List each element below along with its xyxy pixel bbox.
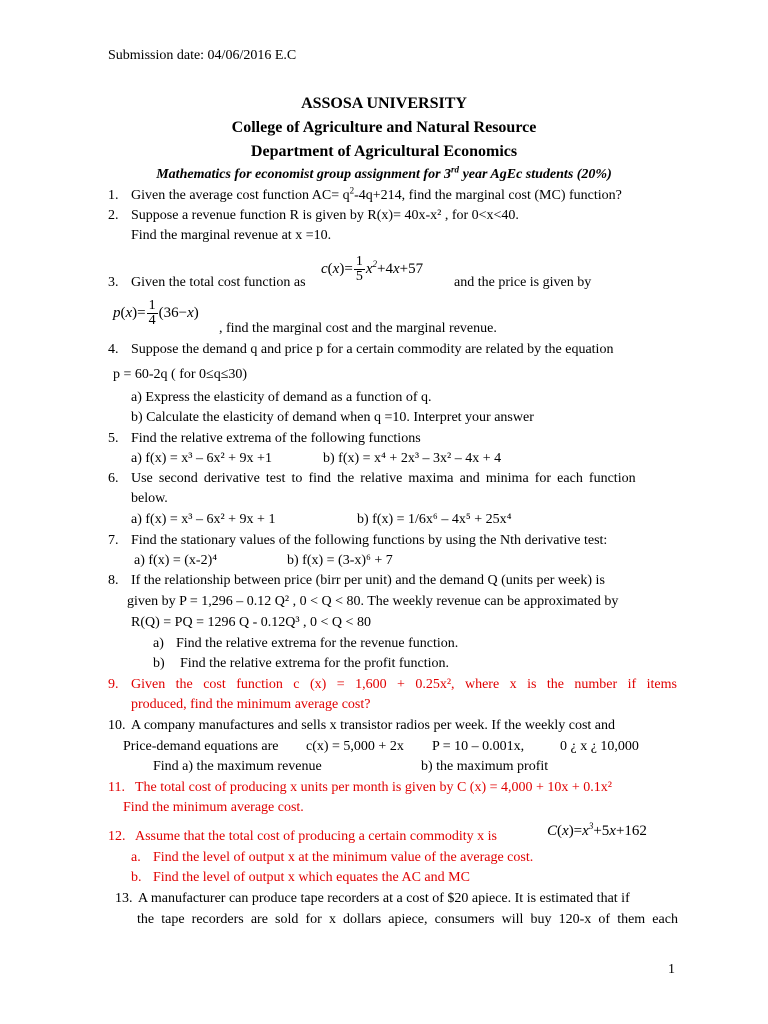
- q10-cost-eq: c(x) = 5,000 + 2x: [306, 739, 404, 754]
- q10-line1: A company manufactures and sells x transistor radios per week. If the weekly cost and: [131, 718, 616, 733]
- q6-line2: below.: [131, 491, 168, 506]
- q12-line1: Assume that the total cost of producing a certain commodity x is: [135, 829, 497, 844]
- q6-line1: Use second derivative test to find the relative maxima and minima for each function: [131, 471, 636, 486]
- q7-part-b: b) f(x) = (3-x)⁶ + 7: [287, 553, 393, 568]
- q5-part-a: a) f(x) = x³ – 6x² + 9x +1: [131, 451, 272, 466]
- q8-part-a-label: a): [153, 636, 164, 651]
- q10-number: 10.: [108, 718, 126, 733]
- q7-line1: Find the stationary values of the following functions by using the Nth derivative test:: [131, 533, 608, 548]
- q7-part-a: a) f(x) = (x-2)⁴: [134, 553, 218, 568]
- q8-part-a: Find the relative extrema for the revenue function.: [176, 636, 459, 651]
- q4-part-b: b) Calculate the elasticity of demand when q =10. Interpret your answer: [131, 410, 534, 425]
- q4-line1: Suppose the demand q and price p for a certain commodity are related by the equation: [131, 342, 614, 357]
- q7-number: 7.: [108, 533, 119, 548]
- q8-line3: R(Q) = PQ = 1296 Q - 0.12Q³ , 0 < Q < 80: [131, 615, 371, 630]
- q3-price-formula: p(x)= $\frac{1}{4}$ (36−x): [113, 298, 199, 329]
- q9-line1: Given the cost function c (x) = 1,600 + 0.25x², where x is the number if items: [131, 677, 677, 692]
- q11-line2: Find the minimum average cost.: [123, 800, 304, 815]
- q8-line1: If the relationship between price (birr per unit) and the demand Q (units per week) is: [131, 573, 605, 588]
- q8-number: 8.: [108, 573, 119, 588]
- q2-line1: Suppose a revenue function R is given by R(x)= 40x-x² , for 0<x<40.: [131, 208, 519, 223]
- q5-line1: Find the relative extrema of the following functions: [131, 431, 421, 446]
- submission-date: Submission date: 04/06/2016 E.C: [108, 48, 297, 63]
- q4-number: 4.: [108, 342, 119, 357]
- q12-part-b: Find the level of output x which equates the AC and MC: [153, 870, 470, 885]
- q6-part-b: b) f(x) = 1/6x⁶ – 4x⁵ + 25x⁴: [357, 512, 512, 527]
- q2-number: 2.: [108, 208, 119, 223]
- q8-part-b-label: b): [153, 656, 165, 671]
- q2-line2: Find the marginal revenue at x =10.: [131, 228, 332, 243]
- q1-number: 1.: [108, 188, 119, 203]
- q10-part-a: Find a) the maximum revenue: [153, 759, 322, 774]
- q8-line2: given by P = 1,296 – 0.12 Q² , 0 < Q < 80. The weekly revenue can be approximated by: [127, 594, 619, 609]
- q13-line2: the tape recorders are sold for x dollars apiece, consumers will buy 120-x of them each: [137, 912, 678, 927]
- university-title: ASSOSA UNIVERSITY: [301, 95, 467, 112]
- q12-number: 12.: [108, 829, 126, 844]
- q3-number: 3.: [108, 275, 119, 290]
- q3-cost-formula: c(x)= $\frac{1}{5}$ $x^2+4x+57$: [321, 254, 424, 285]
- q11-number: 11.: [108, 780, 125, 795]
- q12-part-a: Find the level of output x at the minimum value of the average cost.: [153, 850, 534, 865]
- q4-part-a: a) Express the elasticity of demand as a function of q.: [131, 390, 432, 405]
- q3-price-text: and the price is given by: [454, 275, 592, 290]
- q5-part-b: b) f(x) = x⁴ + 2x³ – 3x² – 4x + 4: [323, 451, 502, 466]
- q10-domain: 0 ¿ x ¿ 10,000: [560, 739, 639, 754]
- q4-equation: p = 60-2q ( for 0≤q≤30): [113, 367, 248, 382]
- q12-part-a-label: a.: [131, 850, 141, 865]
- q10-price-eq: P = 10 – 0.001x,: [432, 739, 525, 754]
- q12-formula: $C(x)=x^3+5x+162$: [547, 821, 647, 839]
- q1-text: Given the average cost function $AC= q^2-4q+214$, find the marginal cost (MC) function?: [131, 185, 622, 203]
- q10-line2-label: Price-demand equations are: [123, 739, 279, 754]
- q3-tail: , find the marginal cost and the marginal revenue.: [219, 321, 497, 336]
- q8-part-b: Find the relative extrema for the profit function.: [180, 656, 450, 671]
- department-title: Department of Agricultural Economics: [250, 143, 518, 160]
- q13-line1: A manufacturer can produce tape recorders at a cost of $20 apiece. It is estimated that if: [138, 891, 630, 906]
- q11-line1: The total cost of producing x units per month is given by C (x) = 4,000 + 10x + 0.1x²: [135, 780, 612, 795]
- q10-part-b: b) the maximum profit: [421, 759, 549, 774]
- q6-number: 6.: [108, 471, 119, 486]
- q9-number: 9.: [108, 677, 119, 692]
- page-number: 1: [668, 962, 675, 977]
- q3-text: Given the total cost function as: [131, 275, 306, 290]
- assignment-title: Mathematics for economist group assignment for 3rd year AgEc students (20%): [156, 164, 612, 182]
- q6-part-a: a) f(x) = x³ – 6x² + 9x + 1: [131, 512, 276, 527]
- q12-part-b-label: b.: [131, 870, 142, 885]
- q9-line2: produced, find the minimum average cost?: [131, 697, 371, 712]
- college-title: College of Agriculture and Natural Resource: [231, 119, 537, 136]
- q13-number: 13.: [115, 891, 133, 906]
- q5-number: 5.: [108, 431, 119, 446]
